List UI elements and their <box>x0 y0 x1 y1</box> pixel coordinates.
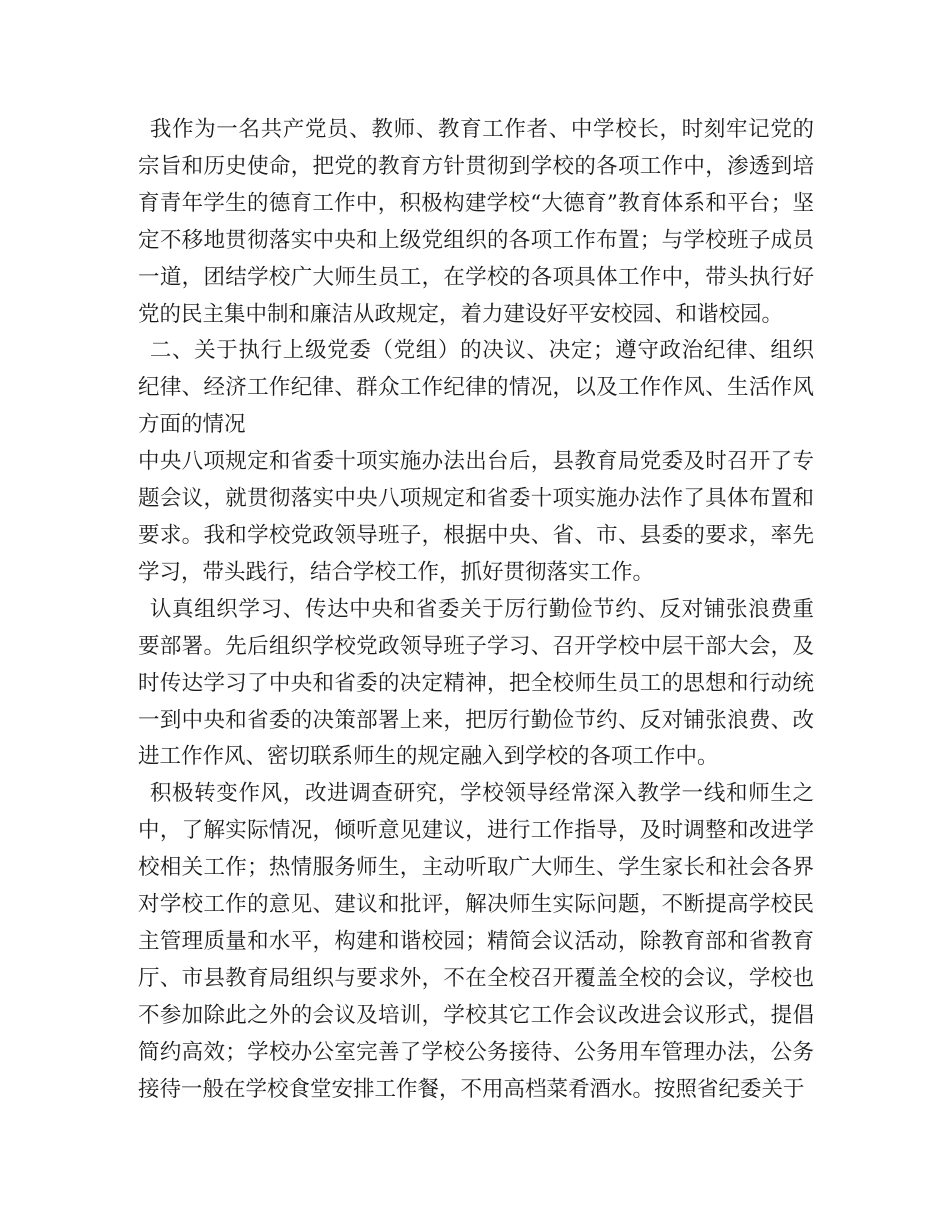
paragraph-work-style: 积极转变作风，改进调查研究，学校领导经常深入教学一线和师生之中，了解实际情况，倾听意见建议，进行工作指导，及时调整和改进学校相关工作；热情服务师生，主动听取广大师生、学生家长和社会各界对学校工作的意见、建议和批评，解决师生实际问题，不断提高学校民主管理质量和水平，构建和谐校园；精简会议活动，除教育部和省教育厅、市县教育局组织与要求外，不在全校召开覆盖全校的会议，学校也不参加除此之外的会议及培训，学校其它工作会议改进会议形式，提倡简约高效；学校办公室完善了学校公务接待、公务用车管理办法，公务接待一般在学校食堂安排工作餐，不用高档菜肴酒水。按照省纪委关于 <box>138 781 814 1102</box>
document-body <box>138 112 814 1108</box>
section-heading: 二、关于执行上级党委（党组）的决议、决定；遵守政治纪律、组织纪律、经济工作纪律、群众工作纪律的情况，以及工作作风、生活作风方面的情况 <box>138 338 814 438</box>
paragraph-study: 认真组织学习、传达中央和省委关于厉行勤俭节约、反对铺张浪费重要部署。先后组织学校党政领导班子学习、召开学校中层干部大会，及时传达学习了中央和省委的决定精神，把全校师生员工的思想和行动统一到中央和省委的决策部署上来，把厉行勤俭节约、反对铺张浪费、改进工作作风、密切联系师生的规定融入到学校的各项工作中。 <box>138 596 814 770</box>
paragraph-eight-rules: 中央八项规定和省委十项实施办法出台后，县教育局党委及时召开了专题会议，就贯彻落实中央八项规定和省委十项实施办法作了具体布置和要求。我和学校党政领导班子，根据中央、省、市、县委的要求，率先学习，带头践行，结合学校工作，抓好贯彻落实工作。 <box>138 449 814 585</box>
paragraph-intro: 我作为一名共产党员、教师、教育工作者、中学校长，时刻牢记党的宗旨和历史使命，把党的教育方针贯彻到学校的各项工作中，渗透到培育青年学生的德育工作中，积极构建学校“大德育”教育体系和平台；坚定不移地贯彻落实中央和上级党组织的各项工作布置；与学校班子成员一道，团结学校广大师生员工，在学校的各项具体工作中，带头执行好党的民主集中制和廉洁从政规定，着力建设好平安校园、和谐校园。 <box>138 117 814 327</box>
